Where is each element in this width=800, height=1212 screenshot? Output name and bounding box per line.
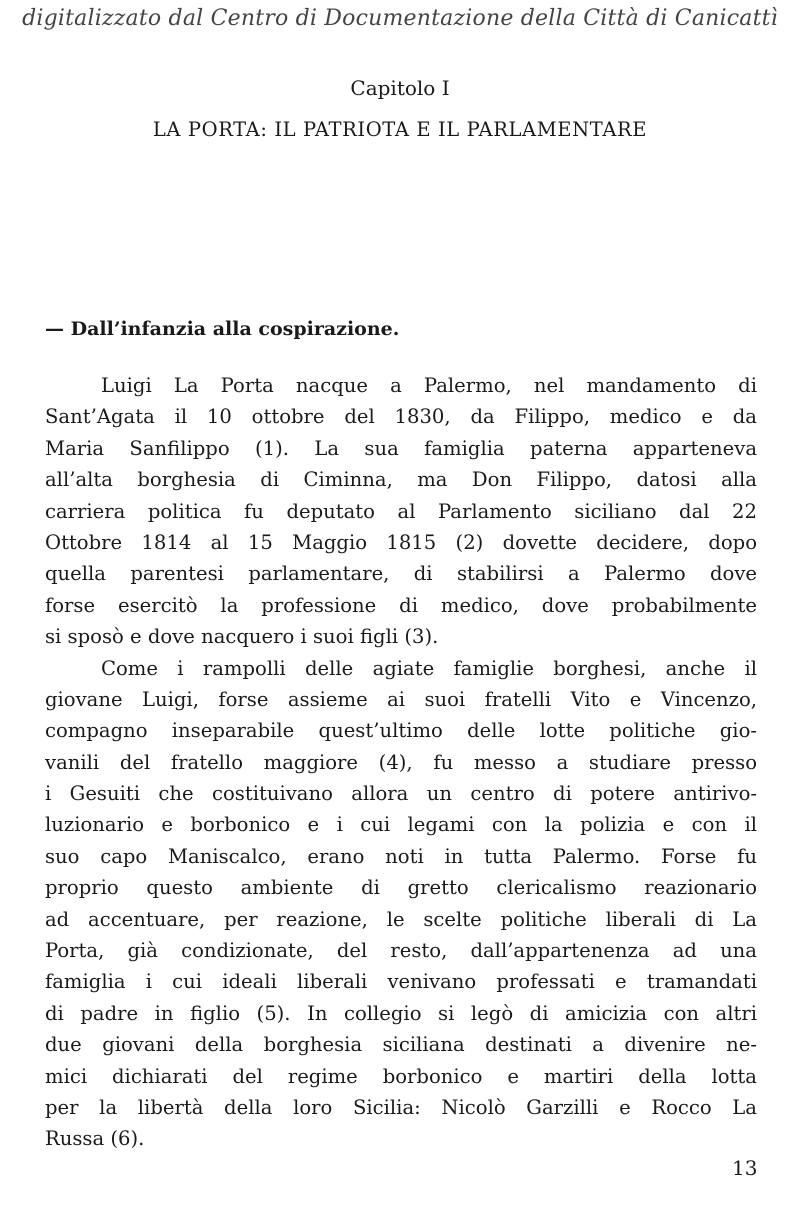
text-line: di padre in figlio (5). In collegio si legò di amicizia con altri [45,1001,757,1025]
body-text [45,370,757,1155]
text-line: carriera politica fu deputato al Parlamento siciliano dal 22 [45,499,757,523]
text-line: i Gesuiti che costituivano allora un centro di potere antirivo- [45,782,757,806]
text-line: famiglia i cui ideali liberali venivano professati e tramandati [45,970,757,994]
text-line: luzionario e borbonico e i cui legami con la polizia e con il [45,813,757,837]
text-line: si sposò e dove nacquero i suoi figli (3). [45,625,439,649]
text-line: mici dichiarati del regime borbonico e martiri della lotta [45,1064,757,1088]
text-line: Luigi La Porta nacque a Palermo, nel mandamento di [101,374,757,397]
text-line: quella parentesi parlamentare, di stabilirsi a Palermo dove [45,562,757,586]
page-number: 13 [732,1156,758,1180]
text-line: Ottobre 1814 al 15 Maggio 1815 (2) dovette decidere, dopo [45,530,757,554]
text-line: ad accentuare, per reazione, le scelte politiche liberali di La [45,907,757,931]
text-line: Russa (6). [45,1127,145,1151]
text-line: Porta, già condizionate, del resto, dall’appartenenza ad una [45,939,757,963]
text-line: proprio questo ambiente di gretto clericalismo reazionario [45,876,757,900]
text-line: vanili del fratello maggiore (4), fu messo a studiare presso [45,750,757,774]
digitization-watermark: digitalizzato dal Centro di Documentazione della Città di Canicattì [22,6,778,31]
text-line: Maria Sanfilippo (1). La sua famiglia paterna apparteneva [45,436,757,460]
text-line: compagno inseparabile quest’ultimo delle lotte politiche gio- [45,719,757,743]
text-line: suo capo Maniscalco, erano noti in tutta Palermo. Forse fu [45,844,757,868]
chapter-label: Capitolo I [350,76,450,100]
section-title: — Dall’infanzia alla cospirazione. [45,318,400,340]
text-line: giovane Luigi, forse assieme ai suoi fratelli Vito e Vincenzo, [45,687,757,711]
text-line: per la libertà della loro Sicilia: Nicolò Garzilli e Rocco La [45,1095,757,1119]
text-line: due giovani della borghesia siciliana destinati a divenire ne- [45,1033,757,1057]
chapter-heading: LA PORTA: IL PATRIOTA E IL PARLAMENTARE [152,118,648,141]
text-line: all’alta borghesia di Ciminna, ma Don Filippo, datosi alla [45,468,757,492]
text-line: Come i rampolli delle agiate famiglie borghesi, anche il [101,656,757,680]
paragraph-1 [45,370,757,653]
paragraph-2 [45,653,757,1155]
text-line: Sant’Agata il 10 ottobre del 1830, da Filippo, medico e da [45,405,757,429]
text-line: forse esercitò la professione di medico, dove probabilmente [45,593,757,617]
